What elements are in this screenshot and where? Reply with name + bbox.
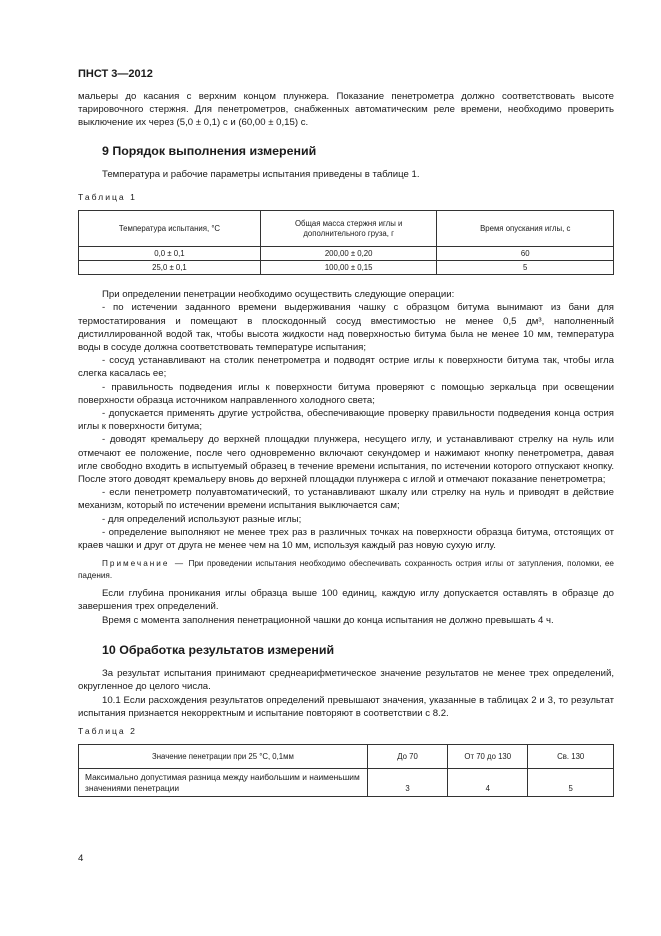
- operation-item: - правильность подведения иглы к поверхности битума проверяют с помощью зеркальца при освещении поверхности образца источником направленного холодного света;: [78, 381, 614, 406]
- table-1-header: Время опускания иглы, с: [437, 211, 614, 247]
- section-9-paragraph: Если глубина проникания иглы образца выше 100 единиц, каждую иглу допускается оставлять в образце до завершения трех определений.: [78, 588, 614, 613]
- note-label: Примечание —: [102, 559, 186, 569]
- table-1-caption: Таблица 1: [78, 192, 137, 203]
- note: [78, 558, 614, 582]
- table-cell: 0,0 ± 0,1: [79, 247, 261, 261]
- operation-item: - для определений используют разные иглы;: [102, 513, 302, 525]
- table-cell: 100,00 ± 0,15: [260, 261, 437, 275]
- section-10-title: 10 Обработка результатов измерений: [102, 642, 335, 657]
- table-cell: 200,00 ± 0,20: [260, 247, 437, 261]
- operations-intro: При определении пенетрации необходимо осуществить следующие операции:: [102, 289, 455, 301]
- table-row: [79, 261, 614, 275]
- table-2-header: До 70: [367, 745, 447, 769]
- operation-item: - доводят кремальеру до верхней площадки плунжера, несущего иглу, и устанавливают стрелку на нуль или отмечают ее положение, после чего одновременно включают секундомер и нажимают кнопку пенетрометра, давая игле свободно входить в испытуемый образец в течение времени испытания, по истечении которого отпускают кнопку. После этого доводят кремальеру вновь до верхней площадки плунжера с иглой и отмечают показание пенетрометра;: [78, 434, 614, 486]
- table-2: [78, 744, 614, 797]
- table-1-header: Общая масса стержня иглы и дополнительного груза, г: [260, 211, 437, 247]
- table-2-caption: Таблица 2: [78, 725, 137, 736]
- intro-paragraph: мальеры до касания с верхним концом плунжера. Показание пенетрометра должно соответствовать высоте тарировочного стержня. Для пенетрометров, снабженных автоматическим реле времени, необходимо проверить выключение их через (5,0 ± 0,1) с и (60,00 ± 0,15) с.: [78, 91, 614, 129]
- operation-item: - определение выполняют не менее трех раз в различных точках на поверхности образца битума, отстоящих от краев чашки и друг от друга не менее чем на 10 мм, используя каждый раз новую сухую иглу.: [78, 526, 614, 552]
- table-cell: 3: [367, 769, 447, 797]
- page-number: 4: [78, 853, 84, 864]
- table-1: [78, 210, 614, 275]
- table-1-header: Температура испытания, °С: [79, 211, 261, 247]
- section-9-paragraph: Время с момента заполнения пенетрационной чашки до конца испытания не должно превышать 4 ч.: [102, 614, 554, 626]
- table-2-header: Св. 130: [528, 745, 614, 769]
- note-text: При проведении испытания необходимо обеспечивать сохранность острия иглы от затупления, поломки, ее падения.: [78, 559, 614, 581]
- section-9-title: 9 Порядок выполнения измерений: [102, 143, 317, 158]
- table-row: [79, 247, 614, 261]
- document-header: ПНСТ 3—2012: [78, 68, 153, 80]
- table-cell: 5: [437, 261, 614, 275]
- operation-item: - допускается применять другие устройства, обеспечивающие проверку правильности подведения конца острия иглы к поверхности битума;: [78, 408, 614, 433]
- table-row: [79, 769, 614, 797]
- table-cell: Максимально допустимая разница между наибольшим и наименьшим значениями пенетрации: [79, 769, 368, 797]
- document-body: [78, 90, 614, 797]
- section-10-paragraph: 10.1 Если расхождения результатов определений превышают значения, указанные в таблицах 2 и 3, то результат испытания признается некорректным и испытание повторяют в соответствии с 8.2.: [78, 694, 614, 719]
- table-2-header: Значение пенетрации при 25 °С, 0,1мм: [79, 745, 368, 769]
- operation-item: - если пенетрометр полуавтоматический, то устанавливают шкалу или стрелку на нуль и приводят в действие механизм, который по истечении времени испытания выключается сам;: [78, 487, 614, 512]
- table-cell: 60: [437, 247, 614, 261]
- section-10-paragraph: За результат испытания принимают среднеарифметическое значение результатов не менее трех определений, округленное до целого числа.: [78, 668, 614, 693]
- table-cell: 25,0 ± 0,1: [79, 261, 261, 275]
- table-2-header: От 70 до 130: [448, 745, 528, 769]
- table-cell: 5: [528, 769, 614, 797]
- operation-item: - по истечении заданного времени выдерживания чашку с образцом битума вынимают из бани для термостатирования и помещают в плоскодонный сосуд вместимостью не менее 0,5 дм³, наполненный дистиллированной водой так, чтобы высота жидкости над поверхностью битума была не менее 10 мм, температура воды в сосуде должна соответствовать температуре испытания;: [78, 302, 614, 354]
- table-cell: 4: [448, 769, 528, 797]
- section-9-intro: Температура и рабочие параметры испытания приведены в таблице 1.: [102, 168, 420, 180]
- operation-item: - сосуд устанавливают на столик пенетрометра и подводят острие иглы к поверхности битума так, чтобы игла слегка касалась ее;: [78, 355, 614, 380]
